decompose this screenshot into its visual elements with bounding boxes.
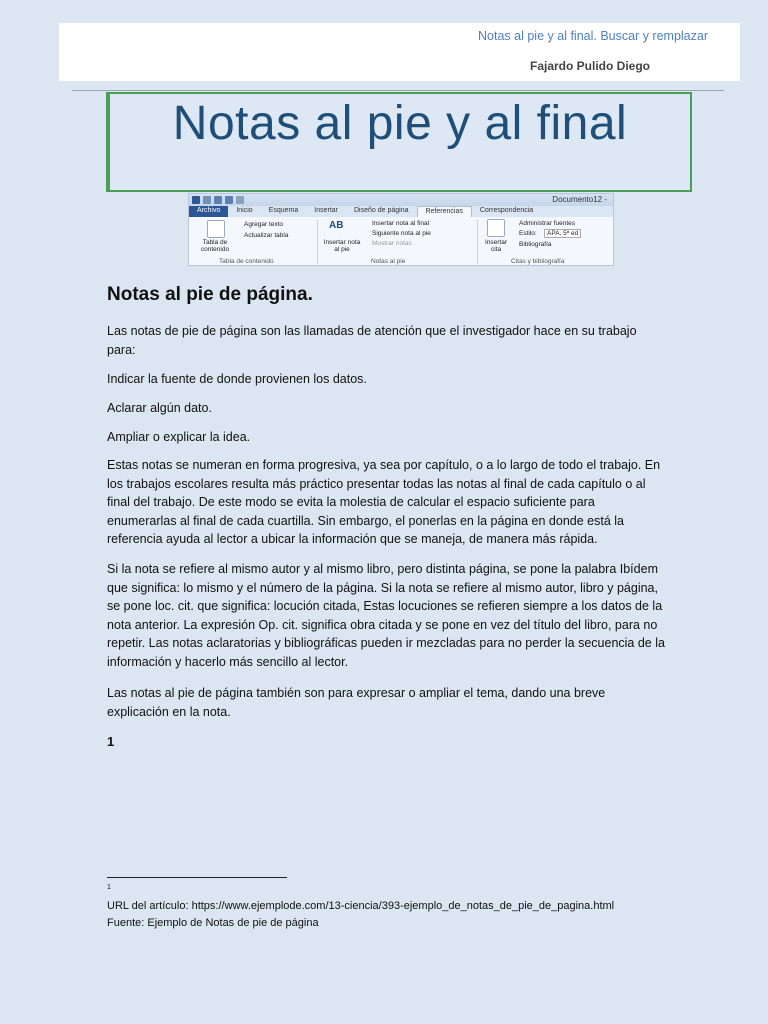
word-icon bbox=[192, 196, 200, 204]
save-icon bbox=[203, 196, 211, 204]
quick-access-toolbar bbox=[189, 194, 613, 206]
mostrar-notas-button: Mostrar notas bbox=[372, 240, 412, 247]
bibliografia-button: Bibliografía bbox=[519, 241, 552, 248]
administrar-fuentes-button: Administrar fuentes bbox=[519, 220, 575, 227]
tabla-contenido-button: Tabla de contenido bbox=[200, 239, 230, 253]
document-title: Documento12 - bbox=[552, 195, 607, 204]
tab-archivo: Archivo bbox=[189, 206, 228, 217]
page-title: Notas al pie y al final bbox=[172, 97, 628, 150]
group-label-tabla: Tabla de contenido bbox=[219, 258, 274, 265]
estilo-label: Estilo: bbox=[519, 230, 537, 237]
redo-icon bbox=[225, 196, 233, 204]
table-of-contents-icon bbox=[207, 220, 225, 238]
list-item: Aclarar algún dato. bbox=[107, 401, 212, 415]
insert-citation-icon bbox=[487, 219, 505, 237]
tab-insertar: Insertar bbox=[314, 207, 338, 214]
insertar-nota-final-button: Insertar nota al final bbox=[372, 220, 430, 227]
paragraph-expand: Las notas al pie de página también son para expresar o ampliar el tema, dando una breve explicación en la nota. bbox=[107, 686, 606, 719]
title-box bbox=[108, 92, 692, 192]
tab-correspondencia: Correspondencia bbox=[479, 207, 534, 214]
ribbon-tabs bbox=[189, 206, 613, 217]
agregar-texto-button: Agregar texto bbox=[244, 221, 284, 228]
tab-referencias: Referencias bbox=[417, 206, 472, 217]
group-separator bbox=[477, 220, 478, 264]
ribbon-screenshot bbox=[188, 193, 614, 266]
footnote-number: 1 bbox=[107, 884, 111, 891]
siguiente-nota-button: Siguiente nota al pie bbox=[372, 230, 431, 237]
list-item-wrap bbox=[107, 428, 667, 447]
section-heading: Notas al pie de página. bbox=[107, 284, 313, 305]
ribbon-body bbox=[189, 217, 613, 266]
undo-icon bbox=[214, 196, 222, 204]
paragraph-expand-wrap bbox=[107, 684, 667, 721]
list-item: Indicar la fuente de donde provienen los datos. bbox=[107, 372, 367, 386]
group-separator bbox=[317, 220, 318, 264]
tab-inicio: Inicio bbox=[236, 207, 253, 214]
page-header bbox=[59, 23, 740, 81]
header-divider bbox=[72, 90, 724, 91]
tab-esquema: Esquema bbox=[268, 207, 299, 214]
list-item-wrap bbox=[107, 399, 667, 418]
footnote-url: URL del artículo: https://www.ejemplode.com/13-ciencia/393-ejemplo_de_notas_de_pie_de_pagina.html bbox=[107, 900, 615, 912]
header-title: Notas al pie y al final. Buscar y remplazar bbox=[478, 29, 708, 43]
paragraph-ibidem: Si la nota se refiere al mismo autor y al mismo libro, pero distinta página, se pone la palabra Ibídem que significa: lo mismo y el número de la página. Si la nota se refiere al mismo autor, libro y página, se pone loc. cit. que significa: locución citada, Estas locuciones se refieren siempre a los datos de la nota anterior. La expresión Op. cit. significa obra citada y se pone en vez del título del libro, para no repetir. Las notas aclaratorias y bibliográficas pueden ir mezcladas para no perder la secuencia de la información y hacerlo más sencillo al lector. bbox=[107, 562, 665, 669]
group-label-citas: Citas y bibliografía bbox=[511, 258, 565, 265]
insertar-cita-button: Insertar cita bbox=[484, 239, 508, 253]
paragraph-numbering-wrap bbox=[107, 456, 667, 549]
paragraph-intro: Las notas de pie de página son las llamadas de atención que el investigador hace en su trabajo para: bbox=[107, 324, 637, 357]
list-item-wrap bbox=[107, 370, 667, 389]
footnote-reference: 1 bbox=[107, 734, 115, 749]
list-item: Ampliar o explicar la idea. bbox=[107, 430, 251, 444]
footnote-source: Fuente: Ejemplo de Notas de pie de página bbox=[107, 917, 319, 929]
print-icon bbox=[236, 196, 244, 204]
actualizar-tabla-button: Actualizar tabla bbox=[244, 232, 289, 239]
paragraph-intro-wrap bbox=[107, 322, 667, 359]
paragraph-numbering: Estas notas se numeran en forma progresiva, ya sea por capítulo, o a lo largo de todo el trabajo. En los trabajos escolares resulta más práctico presentar todas las notas al final de cada capítulo o al final del trabajo. De este modo se evita la molestia de calcular el espacio suficiente para enumerarlas al final de cada cuartilla. Sin embargo, el ponerlas en la página en donde está la referencia ayuda al lector a ubicar la información que se maneja, de manera más rápida. bbox=[107, 458, 661, 547]
footnote-icon: AB bbox=[329, 220, 344, 231]
header-author: Fajardo Pulido Diego bbox=[529, 59, 650, 73]
insertar-nota-pie-button: Insertar nota al pie bbox=[323, 239, 361, 253]
tab-diseno-pagina: Diseño de página bbox=[354, 207, 409, 214]
estilo-select: APA, 5ª ed bbox=[544, 229, 581, 238]
footnote-separator bbox=[107, 877, 287, 878]
paragraph-ibidem-wrap bbox=[107, 560, 667, 672]
group-label-notas: Notas al pie bbox=[371, 258, 406, 265]
